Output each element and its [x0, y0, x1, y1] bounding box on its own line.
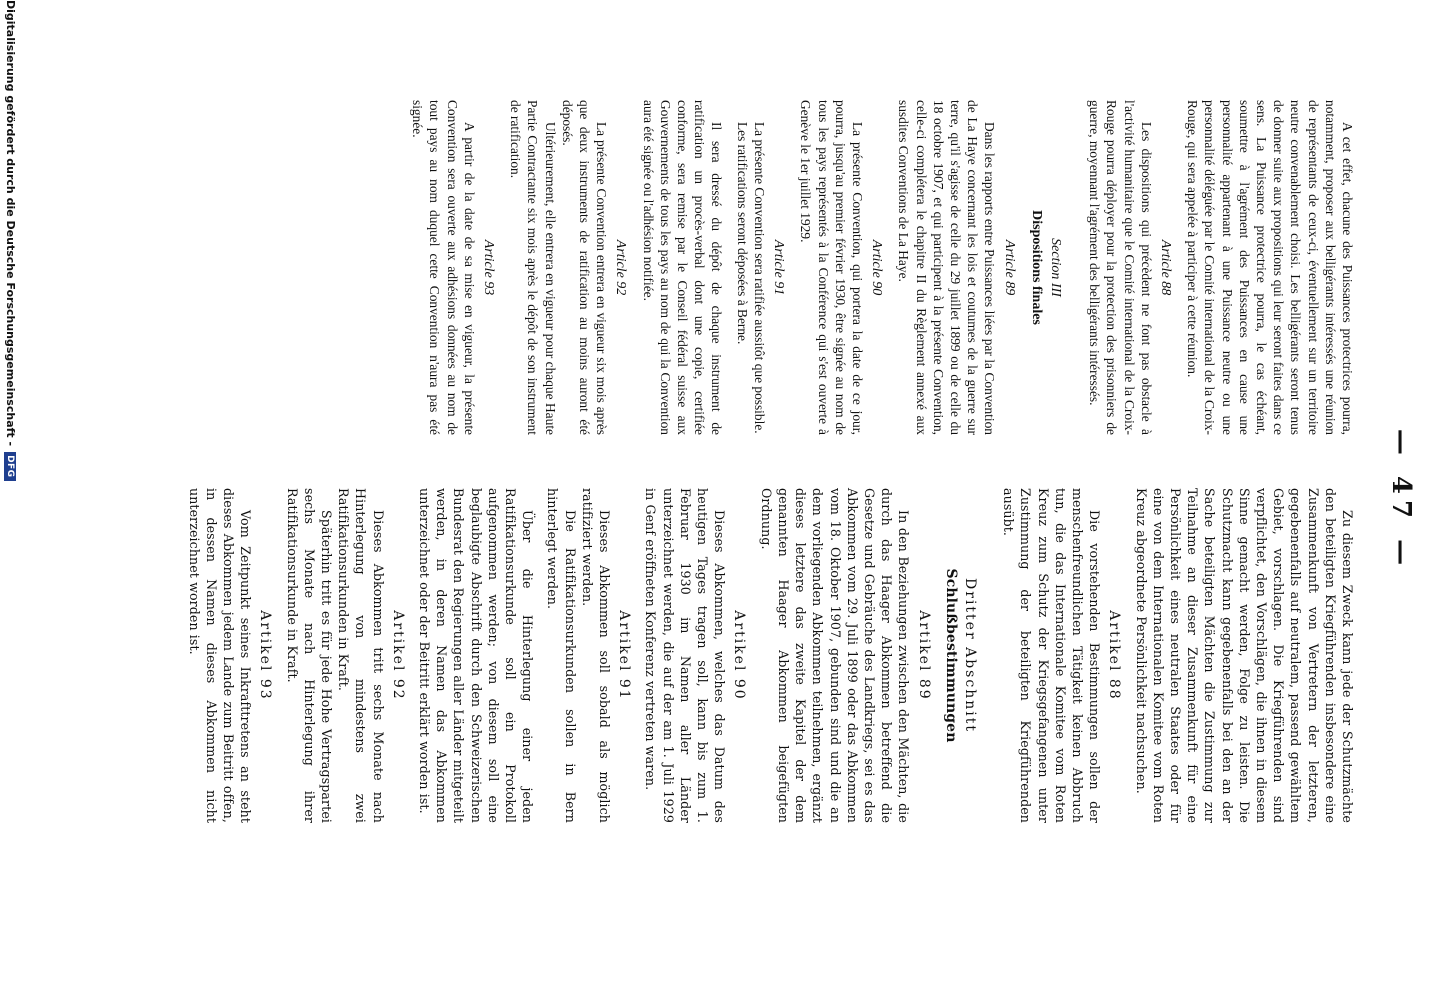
- german-section-title: Schlußbestimmungen: [942, 568, 959, 743]
- german-article-90-heading: Artikel 90: [731, 610, 748, 701]
- french-article-92-heading: Article 92: [613, 239, 629, 296]
- french-article-92-text-2: Ultérieurement, elle entrera en vigueur pour chaque Haute Partie Contractante six mois après le dépôt de son instrument de ratification.: [508, 100, 558, 435]
- french-article-91-text-3: Il sera dressé du dépôt de chaque instrument de ratification un procès-verbal dont une copie, certifiée conforme, sera remise par le Conseil fédéral suisse aux Gouvernements de tous les pays au nom de qui la Convention aura été signée ou l'adhésion notifiée.: [640, 100, 725, 435]
- french-article-88-heading: Article 88: [1157, 239, 1173, 296]
- german-article-90-text: Dieses Abkommen, welches das Datum des heutigen Tages tragen soll, kann bis zum 1. Februar 1930 im Namen aller Länder unterzeichnet werden, die auf der am 1. Juli 1929 in Genf eröffneten Konferenz vertreten waren.: [643, 488, 728, 823]
- dfg-logo: DFG: [5, 452, 17, 481]
- french-article-91-text-2: Les ratifications seront déposées à Berne.: [734, 122, 750, 345]
- german-article-92-text-1: Dieses Abkommen tritt sechs Monate nach Hinterlegung von mindestens zwei Ratifikationsurkunden in Kraft.: [336, 488, 386, 823]
- page-number: — 47 —: [1386, 428, 1416, 572]
- french-article-90-heading: Article 90: [869, 239, 885, 296]
- german-article-89-text: In den Beziehungen zwischen den Mächten, die durch das Haager Abkommen betreffend die Gesetze und Gebräuche des Landkriegs, sei es das Abkommen vom 29. Juli 1899 oder das Abkommen vom 18. Oktober 1907, gebunden sind und die an dem vorliegenden Abkommen teilnehmen, ergänzt dieses letztere das zweite Kapitel der dem genannten Haager Abkommen beigefügten Ordnung.: [758, 488, 912, 823]
- german-article-92-heading: Artikel 92: [389, 610, 406, 701]
- german-article-93-heading: Artikel 93: [257, 610, 274, 701]
- french-article-91-text-1: La présente Convention sera ratifiée aussitôt que possible.: [751, 122, 767, 434]
- german-article-88-text: Die vorstehenden Bestimmungen sollen der menschenfreundlichen Tätigkeit keinen Abbruch tun, die das Internationale Komitee vom Roten Kreuz zum Schutz der Kriegsgefangenen unter Zustimmung der beteiligten Kriegführenden ausübt.: [1001, 488, 1103, 823]
- french-article-90-text: La présente Convention, qui portera la date de ce jour, pourra, jusqu'au premier février 1930, être signée au nom de tous les pays représentés à la Conférence qui s'est ouverte à Genève le 1er juillet 1929.: [798, 100, 865, 435]
- german-article-92-text-2: Späterhin tritt es für jede Hohe Vertragspartei sechs Monate nach Hinterlegung ihrer Ratifikationsurkunde in Kraft.: [284, 488, 335, 823]
- german-article-91-heading: Artikel 91: [616, 610, 633, 701]
- german-article-88-heading: Artikel 88: [1106, 610, 1123, 701]
- french-intro-paragraph: A cet effet, chacune des Puissances protectrices pourra, notamment, proposer aux belligérants intéressés une réunion de représentants de ceux-ci, éventuellement sur un territoire neutre convenablement choisi. Les belligérants seront tenus de donner suite aux propositions qui leur seront faites dans ce sens. La Puissance protectrice pourra, le cas échéant, soumettre à l'agrément des Puissances en cause une personnalité appartenant à une Puissance neutre ou une personnalité déléguée par le Comité international de la Croix-Rouge, qui sera appelée à participer à cette réunion.: [1185, 100, 1355, 435]
- french-article-91-heading: Article 91: [771, 239, 787, 296]
- german-intro-paragraph: Zu diesem Zweck kann jede der Schutzmächte den beteiligten Kriegführenden insbesondere eine Zusammenkunft von Vertretern der letzteren, gegebenenfalls auf neutralem, passend gewähltem Gebiet, vorschlagen. Die Kriegführenden sind verpflichtet, den Vorschlägen, die ihnen in diesem Sinne gemacht werden, Folge zu leisten. Die Schutzmacht kann gegebenenfalls bei den an der Sache beteiligten Mächten die Zustimmung zur Teilnahme an dieser Zusammenkunft für eine Persönlichkeit eines neutralen Staates oder für eine von dem Internationalen Komitee vom Roten Kreuz abgeordnete Persönlichkeit nachsuchen.: [1133, 488, 1355, 823]
- german-column: [185, 488, 1356, 823]
- digitization-footer: [4, 0, 17, 1000]
- french-section-title: Dispositions finales: [1028, 210, 1044, 325]
- german-article-91-text-3: Über die Hinterlegung einer jeden Ratifikationsurkunde soll ein Protokoll aufgenommen werden; von diesem soll eine beglaubigte Abschrift durch den Schweizerischen Bundesrat den Regierungen aller Länder mitgeteilt werden, in deren Namen das Abkommen unterzeichnet oder der Beitritt erklärt worden ist.: [417, 488, 536, 823]
- footer-text: Digitalisierung gefördert durch die Deutsche Forschungsgemeinschaft -: [4, 0, 17, 447]
- french-article-93-heading: Article 93: [481, 239, 497, 296]
- french-article-89-text: Dans les rapports entre Puissances liées par la Convention de La Haye concernant les lois et coutumes de la guerre sur terre, qu'il s'agisse de celle du 29 juillet 1899 ou de celle du 18 octobre 1907, et qui participent à la présente Convention, celle-ci complétera le chapitre II du Règlement annexé aux susdites Conventions de La Haye.: [896, 100, 998, 435]
- french-section-label: Section III: [1047, 238, 1063, 297]
- german-article-91-text-1: Dieses Abkommen soll sobald als möglich ratifiziert werden.: [579, 488, 613, 823]
- german-article-93-text: Vom Zeitpunkt seines Inkrafttretens an steht dieses Abkommen jedem Lande zum Beitritt offen, in dessen Namen dieses Abkommen nicht unterzeichnet worden ist.: [186, 488, 254, 823]
- french-article-88-text: Les dispositions qui précèdent ne font pas obstacle à l'activité humanitaire que le Comité international de la Croix-Rouge pourra déployer pour la protection des prisonniers de guerre, moyennant l'agrément des belligérants intéressés.: [1087, 100, 1154, 435]
- french-column: [409, 100, 1356, 435]
- german-article-89-heading: Artikel 89: [915, 610, 932, 701]
- french-article-92-text-1: La présente Convention entrera en vigueur six mois après que deux instruments de ratification au moins auront été déposés.: [559, 100, 610, 435]
- german-section-label: Dritter Abschnitt: [961, 578, 978, 733]
- french-article-89-heading: Article 89: [1001, 239, 1017, 296]
- german-article-91-text-2: Die Ratifikationsurkunden sollen in Bern hinterlegt werden.: [545, 488, 578, 823]
- french-article-93-text: A partir de la date de sa mise en vigueur, la présente Convention sera ouverte aux adhésions données au nom de tout pays au nom duquel cette Convention n'aura pas été signée.: [410, 100, 477, 435]
